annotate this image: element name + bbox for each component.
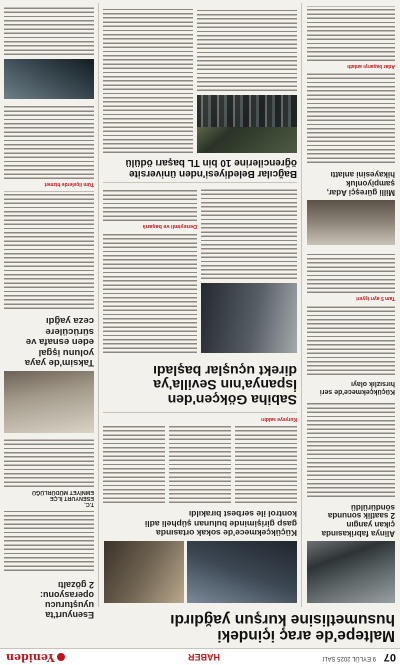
alinya-line-3: 2 saatlik sonunda [327,511,395,521]
esenyurt-body [4,511,94,571]
logo-text: Yeniden [6,651,55,664]
ilan-body [4,439,94,487]
sabiha-body-col-1 [201,189,297,279]
kicker-2: Adar başarıyı anlattı [347,63,395,69]
gures-line-3: hikayesini anlattı [330,170,395,180]
sabiha-line-2: İspanya'nın Sevilla'ya [153,377,297,394]
airport-photo [201,283,297,353]
taksim-body-2 [4,105,94,179]
esenyurt-headline [4,579,94,619]
seri-hirsizlik-body-2 [307,253,395,293]
alinya-line-2: çıkan yangın [346,520,395,530]
gasp-line-2: gasp girişiminde bulunan şüpheli adli [144,518,297,529]
alinya-line-4: söndürüldü [351,502,395,512]
esenyurt-line-2: uyuşturucu [44,600,94,611]
alinya-line-1: Alinya fabrikasında [321,529,395,538]
rule-2 [103,182,297,183]
taksim-body [4,191,94,309]
bagcilar-headline [97,157,297,178]
issue-date: 9 EYLÜL 2025 SALI [322,655,376,661]
taksim-headline [2,315,94,367]
bagcilar-line-1: Bağcılar Belediyesi'nden üniversite [129,168,297,179]
alinya-body [307,402,395,497]
newspaper-logo [6,651,65,664]
logo-icon [57,653,65,661]
bagcilar-body-col-2 [103,7,193,153]
seri-line-1: Küçükçekmece'de seri [319,388,395,395]
esenyurt-line-4: 2 gözaltı [57,580,94,591]
gasp-photo [187,541,297,603]
sabiha-headline [101,363,297,407]
column-rule-1 [301,3,302,607]
esenyurt-line-1: Esenyurt'ta [45,610,94,620]
esenyurt-line-3: operasyonu: [39,590,94,601]
section-label: HABER [187,652,220,662]
sabiha-line-3: direkt uçuşlar başladı [153,362,297,379]
sabiha-body-col-2 [103,233,197,353]
taksim-body-3 [4,7,94,55]
gasp-body-col-2 [169,425,231,503]
kicker-5: Tüm ilçelerde hizmet [44,181,94,187]
page-number: 07 [383,651,396,663]
kicker-3: Kuryeye saldırı [261,416,297,422]
maltepe-headline-line-2: husumetlisine kurşun yağdırdı [170,610,395,628]
gasp-body-col-1 [235,425,297,503]
sabiha-kicker: Deneyimli ve başarılı [142,223,197,229]
gasp-line-1: Küçükçekmece'de sokak ortasında [156,528,297,538]
bagcilar-photo [197,95,297,153]
fire-photo [307,541,395,603]
taksim-line-1: Taksim'de yaya [24,357,94,368]
ilan-line-2: ESENYURT İLÇE [49,494,94,501]
rule-1 [103,412,297,413]
bagcilar-line-2: öğrencilerine 10 bin TL başarı ödülü [125,157,297,169]
gures-line-1: Milli güreşçi Adar, [326,188,395,197]
column-rule-2 [98,3,99,607]
sabiha-line-1: Sabiha Gökçen'den [167,392,297,408]
wrestler-photo [307,200,395,245]
crowd [197,95,297,127]
gures-line-2: şampiyonluk [346,179,395,189]
ilan-line-3: EMNİYET MÜDÜRLÜĞÜ [31,488,94,495]
taksim-photo [4,371,94,433]
alinya-headline [305,502,395,537]
milli-gures-headline [305,170,395,196]
seri-hirsizlik-headline [305,380,395,395]
gasp-headline [102,509,297,537]
maltepe-headline [105,610,395,643]
gasp-line-3: kontrol ile serbest bırakıldı [188,509,297,520]
taksim-line-4: sürücülere [45,325,94,337]
ilan-box [4,489,94,507]
milli-gures-body [307,73,395,163]
page-header [0,648,400,665]
taksim-line-3: eden esnafa ve [25,336,94,348]
bottom-photo [4,59,94,99]
gasp-photo-2 [104,541,184,603]
gasp-body-col-3 [103,425,165,503]
taksim-line-2: yolunu işgal [38,346,94,358]
taksim-line-5: ceza yağdı [45,315,94,327]
maltepe-headline-line-1: Maltepe'de araç içindeki [217,627,395,644]
bagcilar-body-col-1 [197,7,297,91]
seri-hirsizlik-body [307,305,395,375]
seri-line-2: hırsızlık olayı [351,380,395,388]
kicker-1: Tam 5 ayrı işyeri [356,295,395,301]
milli-gures-body-2 [307,6,395,61]
sabiha-body-col-3 [103,189,197,221]
ilan-line-1: T.C. [84,501,94,507]
